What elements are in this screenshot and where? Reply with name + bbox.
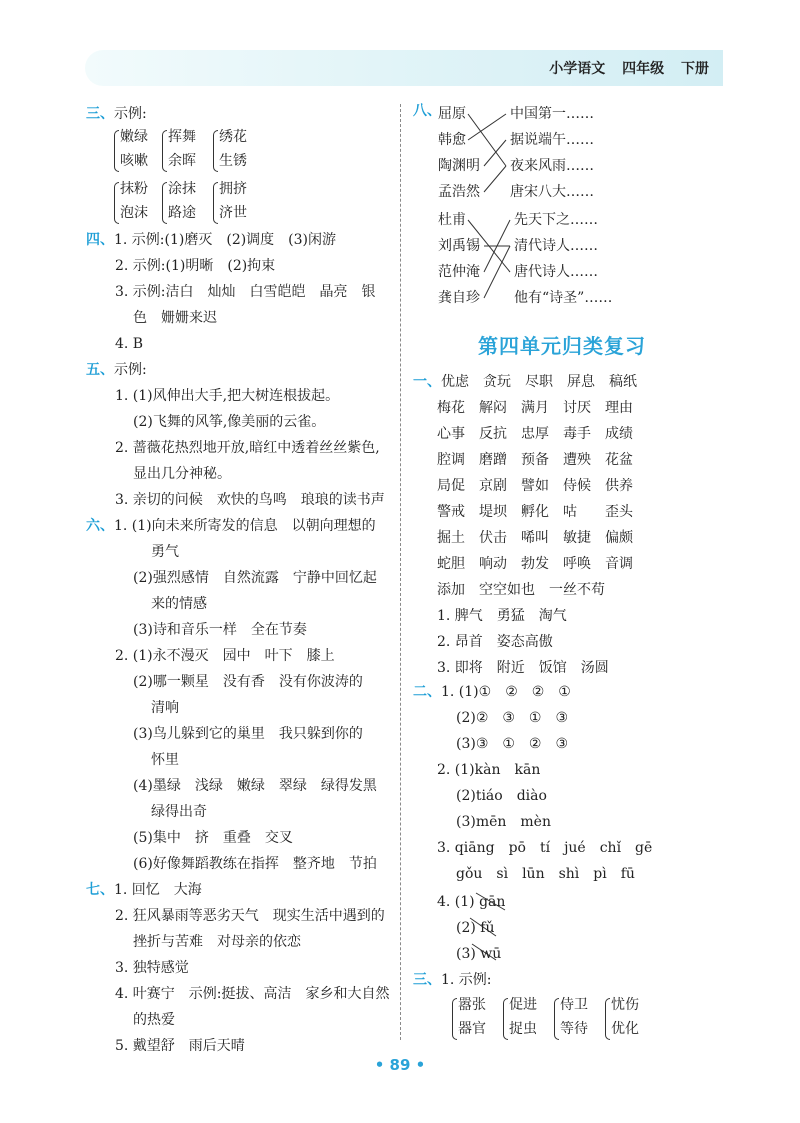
answer-line: (2) fǔ	[456, 920, 495, 936]
word-row: 警戒 堤坝 孵化 咕 歪头	[437, 504, 633, 520]
word-row: 梅花 解闷 满月 讨厌 理由	[437, 400, 633, 416]
match-line	[484, 246, 510, 298]
match-line	[484, 166, 506, 192]
answer-line: 色 姗姗来迟	[133, 310, 217, 326]
r3-number: 三、	[413, 972, 441, 988]
answer-line: (3)③ ① ② ③	[456, 736, 569, 752]
word: 咳嗽	[120, 153, 148, 169]
word: 余晖	[168, 153, 196, 169]
match-line	[468, 114, 506, 166]
match-right-item: 他有“诗圣”……	[514, 290, 613, 306]
answer-line: 来的情感	[151, 596, 207, 612]
brace	[554, 998, 559, 1040]
word: 济世	[219, 205, 247, 221]
answer-line: (2)tiáo diào	[456, 788, 547, 804]
r1-number: 一、	[413, 374, 441, 390]
answer-line: 2. 昂首 姿态高傲	[437, 634, 553, 650]
word: 器官	[458, 1021, 486, 1037]
match-left-item: 范仲淹	[438, 264, 480, 280]
page-number: • 89 •	[374, 1056, 426, 1074]
match-right-item: 清代诗人……	[514, 238, 598, 254]
answer-line: 3. 示例:洁白 灿灿 白雪皑皑 晶亮 银	[115, 284, 376, 300]
answer-line: 3. qiāng pō tí jué chǐ gē	[437, 840, 653, 856]
section-5-number: 五、	[86, 362, 114, 378]
match-left-item: 杜甫	[438, 212, 466, 228]
answer-line: 1. 脾气 勇猛 淘气	[437, 608, 567, 624]
match-right-item: 唐宋八大……	[510, 184, 594, 200]
header-term: 下册	[681, 61, 709, 77]
answer-line: 2. 狂风暴雨等恶劣天气 现实生活中遇到的	[115, 908, 385, 924]
answer-text: 1. 示例:	[441, 972, 492, 988]
word-row: 腔调 磨蹭 预备 遭殃 花盆	[437, 452, 633, 468]
answer-line: 4. B	[115, 336, 144, 352]
answer-line: (2)② ③ ① ③	[456, 710, 569, 726]
word: 抹粉	[120, 181, 148, 197]
word-row: 蛇胆 响动 勃发 呼唤 音调	[437, 556, 633, 572]
answer-line: 的热爱	[133, 1012, 175, 1028]
word: 侍卫	[560, 997, 588, 1013]
match-left-item: 陶渊明	[438, 158, 480, 174]
word: 生锈	[219, 153, 247, 169]
word-row: 添加 空空如也 一丝不苟	[437, 582, 605, 598]
answer-text: 1. 回忆 大海	[114, 882, 202, 898]
section-8-label: 八、	[413, 103, 441, 119]
section-6-number: 六、	[86, 518, 114, 534]
word: 涂抹	[168, 181, 196, 197]
answer-line: (3) wū	[456, 946, 502, 962]
word: 促进	[509, 997, 537, 1013]
word: 嚣张	[458, 997, 486, 1013]
answer-line: (2)强烈感情 自然流露 宁静中回忆起	[133, 570, 377, 586]
header-grade: 四年级	[622, 61, 665, 77]
word: 泡沫	[120, 205, 148, 221]
word: 路途	[168, 205, 196, 221]
match-right-item: 夜来风雨……	[510, 158, 594, 174]
match-left-item: 屈原	[438, 106, 466, 122]
answer-line: 5. 戴望舒 雨后天晴	[115, 1038, 245, 1054]
match-left-item: 龚自珍	[438, 290, 480, 306]
match-right-item: 先天下之……	[514, 212, 598, 228]
r2-line-1	[413, 682, 571, 702]
answer-line: 3. 亲切的问候 欢快的鸟鸣 琅琅的读书声	[115, 492, 385, 508]
answer-line: 3. 即将 附近 饭馆 汤圆	[437, 660, 609, 676]
answer-line: (2)哪一颗星 没有香 没有你波涛的	[133, 674, 363, 690]
word-pair	[560, 993, 588, 1041]
brace	[452, 998, 457, 1040]
answer-line: (3)mēn mèn	[456, 814, 551, 830]
answer-line: 2. 示例:(1)明晰 (2)拘束	[115, 258, 276, 274]
answer-line: 清响	[151, 700, 179, 716]
answer-line: 2. (1)永不漫灭 园中 叶下 膝上	[115, 648, 335, 664]
r1-row-1	[413, 372, 637, 392]
match-left-item: 孟浩然	[438, 184, 480, 200]
match-right-item: 中国第一……	[510, 106, 594, 122]
answer-line: 3. 独特感觉	[115, 960, 189, 976]
section-4-number: 四、	[86, 232, 114, 248]
answer-line: (5)集中 挤 重叠 交叉	[133, 830, 293, 846]
word: 等待	[560, 1021, 588, 1037]
unit-title: 第四单元归类复习	[478, 334, 646, 358]
answer-line: 勇气	[151, 544, 179, 560]
word-pair	[458, 993, 486, 1041]
section-3-intro: 示例:	[114, 106, 147, 122]
word-row: 优虑 贪玩 尽职 屏息 稿纸	[441, 374, 637, 390]
word: 捉虫	[509, 1021, 537, 1037]
answer-line: (3)诗和音乐一样 全在节奏	[133, 622, 307, 638]
answer-line: gǒu sì lūn shì pì fū	[456, 866, 635, 882]
answer-line: 挫折与苦难 对母亲的依恋	[133, 934, 301, 950]
answer-line: 2. 蔷薇花热烈地开放,暗红中透着丝丝紫色,	[115, 440, 380, 456]
answer-line: (6)好像舞蹈教练在指挥 整齐地 节拍	[133, 856, 377, 872]
r3-line-1	[413, 970, 492, 990]
word-row: 掘土 伏击 唏叫 敏捷 偏颇	[437, 530, 633, 546]
word: 拥挤	[219, 181, 247, 197]
word: 优化	[611, 1021, 639, 1037]
brace	[605, 998, 610, 1040]
word: 忧伤	[611, 997, 639, 1013]
answer-line: 怀里	[151, 752, 179, 768]
answer-text: 示例:	[114, 362, 147, 378]
answer-text: 1. (1)向未来所寄发的信息 以朝向理想的	[114, 518, 376, 534]
answer-line: 2. (1)kàn kān	[437, 762, 541, 778]
word: 嫩绿	[120, 129, 148, 145]
word-pair	[509, 993, 537, 1041]
word-row: 心事 反抗 忠厚 毒手 成绩	[437, 426, 633, 442]
answer-line: 4. 叶赛宁 示例:挺拔、高洁 家乡和大自然	[115, 986, 390, 1002]
r2-number: 二、	[413, 684, 441, 700]
answer-text: 1. 示例:(1)磨灭 (2)调度 (3)闲游	[114, 232, 337, 248]
answer-line: (3)鸟儿躲到它的巢里 我只躲到你的	[133, 726, 363, 742]
header-subject: 小学语文	[549, 61, 606, 77]
answer-line: 4. (1) gān	[437, 894, 506, 910]
answer-line: 1. (1)风伸出大手,把大树连根拔起。	[115, 388, 340, 404]
word-row: 局促 京剧 譬如 侍候 供养	[437, 478, 633, 494]
match-right-item: 唐代诗人……	[514, 264, 598, 280]
word: 绣花	[219, 129, 247, 145]
answer-line: (4)墨绿 浅绿 嫩绿 翠绿 绿得发黑	[133, 778, 377, 794]
word: 挥舞	[168, 129, 196, 145]
match-left-item: 刘禹锡	[438, 238, 480, 254]
answer-line: (2)飞舞的风筝,像美丽的云雀。	[133, 414, 326, 430]
match-line	[468, 114, 506, 140]
brace	[503, 998, 508, 1040]
section-3-number: 三、	[86, 106, 114, 122]
section-7-number: 七、	[86, 882, 114, 898]
match-left-item: 韩愈	[438, 132, 466, 148]
answer-line: 绿得出奇	[151, 804, 207, 820]
answer-line: 显出几分神秘。	[133, 466, 231, 482]
match-right-item: 据说端午……	[510, 132, 594, 148]
word-pair	[611, 993, 639, 1041]
answer-text: 1. (1)① ② ② ①	[441, 684, 571, 700]
